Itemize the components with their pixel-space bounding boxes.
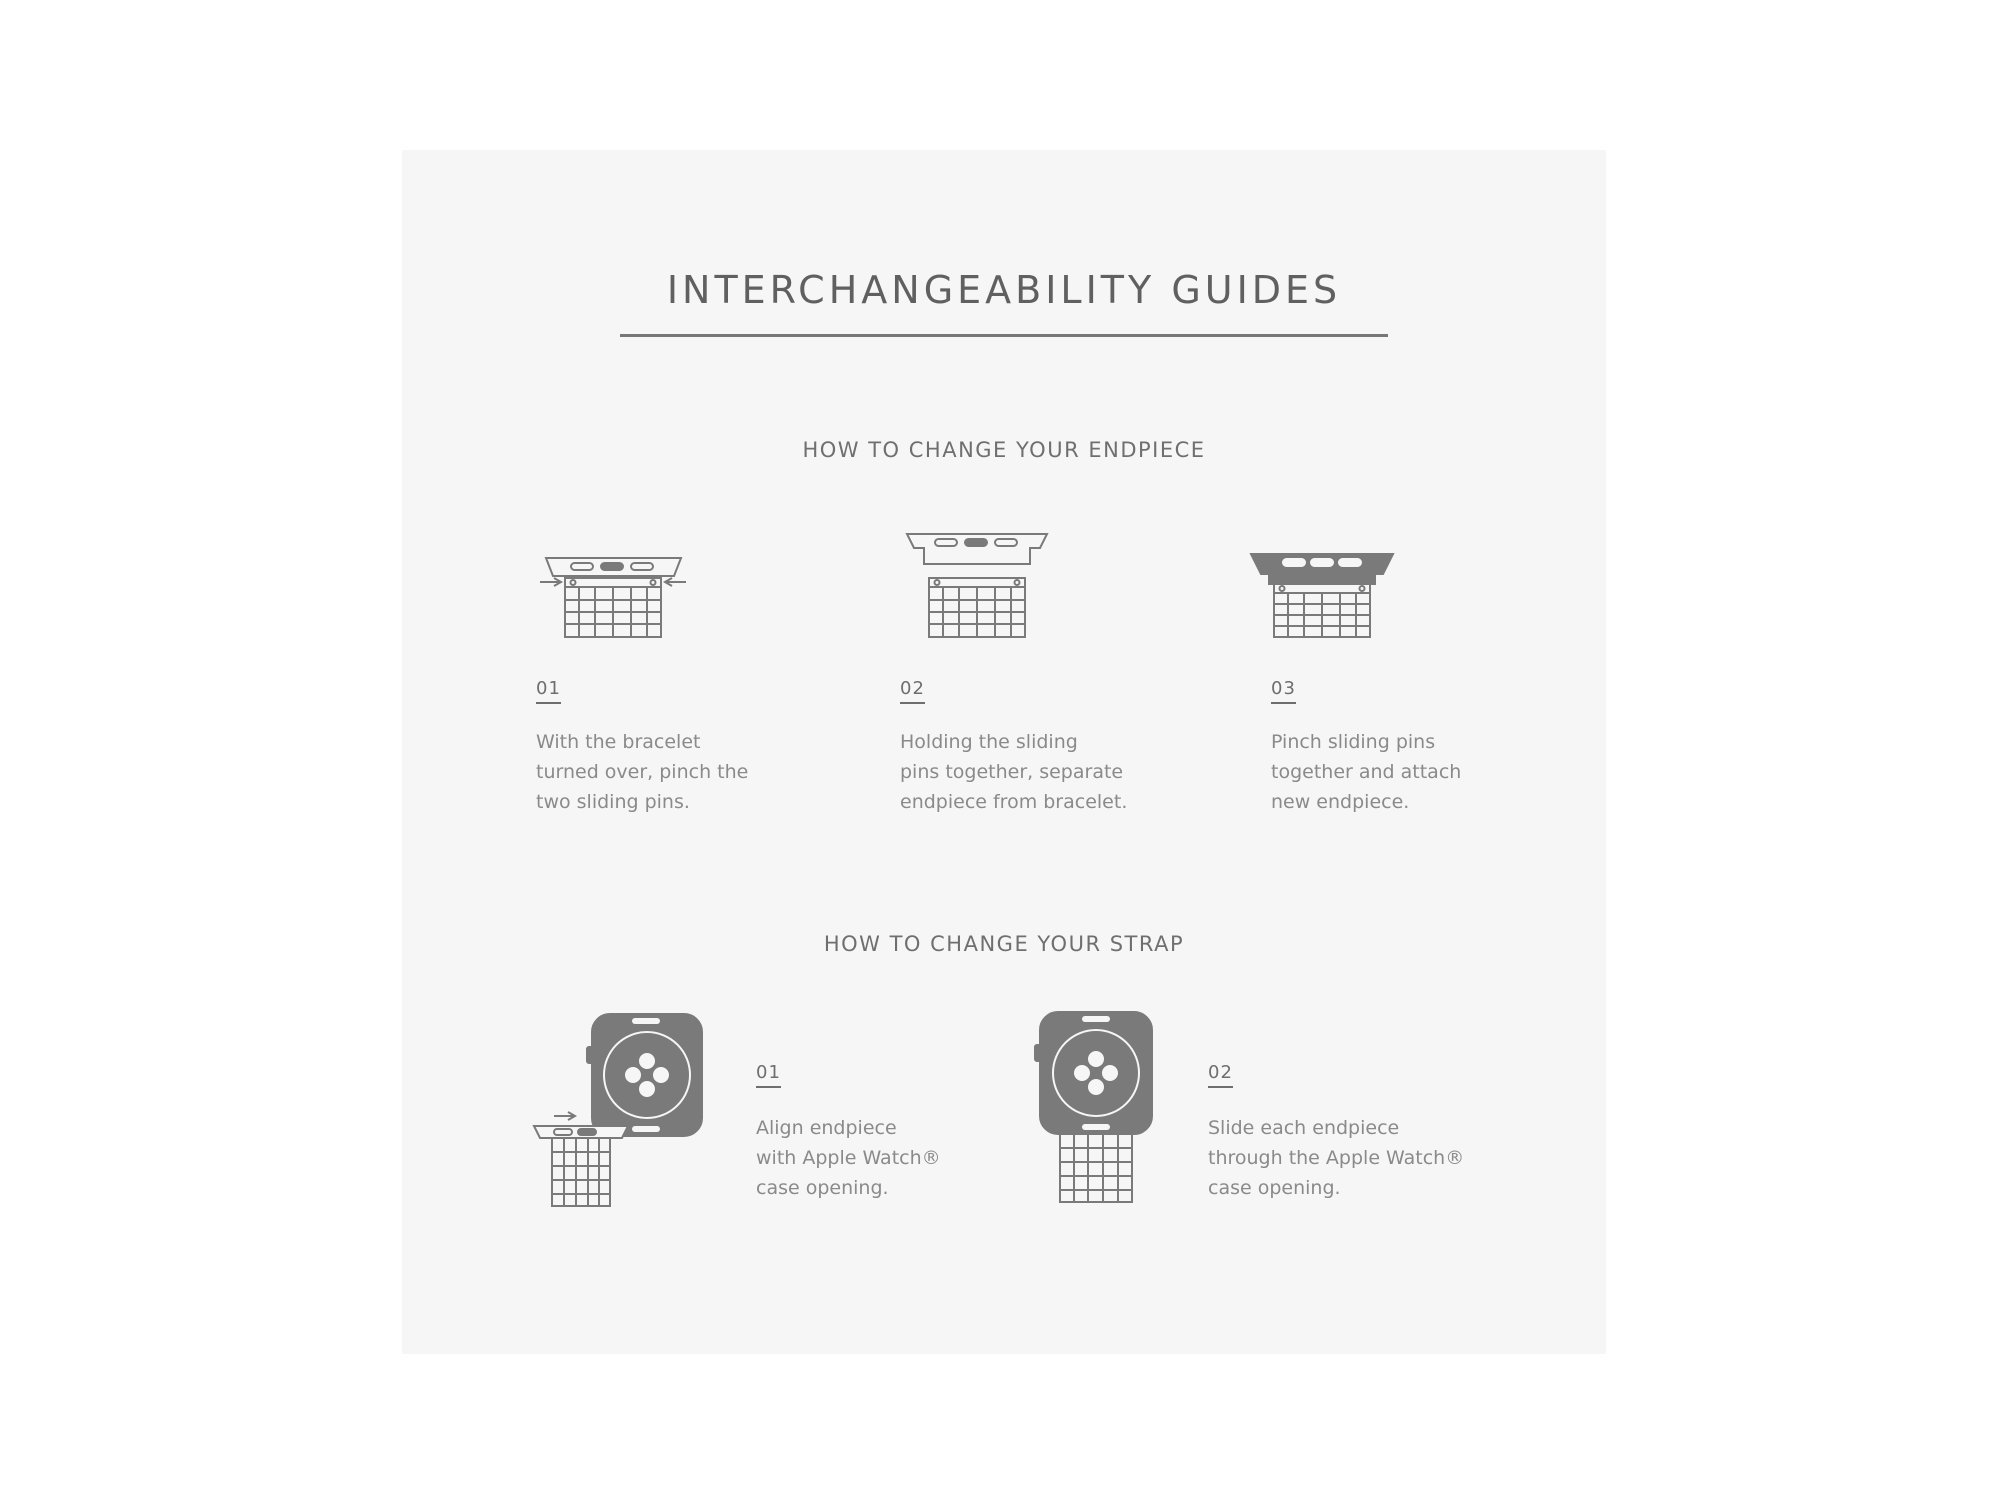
- endpiece-step-1-number: 01: [536, 678, 561, 704]
- strap-step-2-number: 02: [1208, 1062, 1233, 1088]
- endpiece-step-1-illustration: [538, 550, 688, 640]
- endpiece-step-2-number: 02: [900, 678, 925, 704]
- strap-step-2-text: Slide each endpiece through the Apple Watch® case opening.: [1208, 1117, 1465, 1199]
- endpiece-step-3-text: Pinch sliding pins together and attach new endpiece.: [1271, 731, 1462, 813]
- strap-step-1-number: 01: [756, 1062, 781, 1088]
- guide-panel: [402, 150, 1606, 1354]
- endpiece-section-title: HOW TO CHANGE YOUR ENDPIECE: [802, 438, 1206, 462]
- strap-step-1-illustration: [532, 1012, 722, 1212]
- endpiece-step-1-text: With the bracelet turned over, pinch the two sliding pins.: [536, 731, 749, 813]
- title-divider: [620, 334, 1388, 337]
- page-title: INTERCHANGEABILITY GUIDES: [666, 268, 1342, 312]
- endpiece-step-2-text: Holding the sliding pins together, separate endpiece from bracelet.: [900, 731, 1128, 813]
- endpiece-step-3-number: 03: [1271, 678, 1296, 704]
- endpiece-step-3-illustration: [1247, 550, 1397, 640]
- strap-section-title: HOW TO CHANGE YOUR STRAP: [823, 932, 1185, 956]
- strap-step-1-text: Align endpiece with Apple Watch® case opening.: [756, 1117, 941, 1199]
- strap-step-2-illustration: [1030, 1010, 1160, 1210]
- endpiece-step-2-illustration: [902, 530, 1052, 640]
